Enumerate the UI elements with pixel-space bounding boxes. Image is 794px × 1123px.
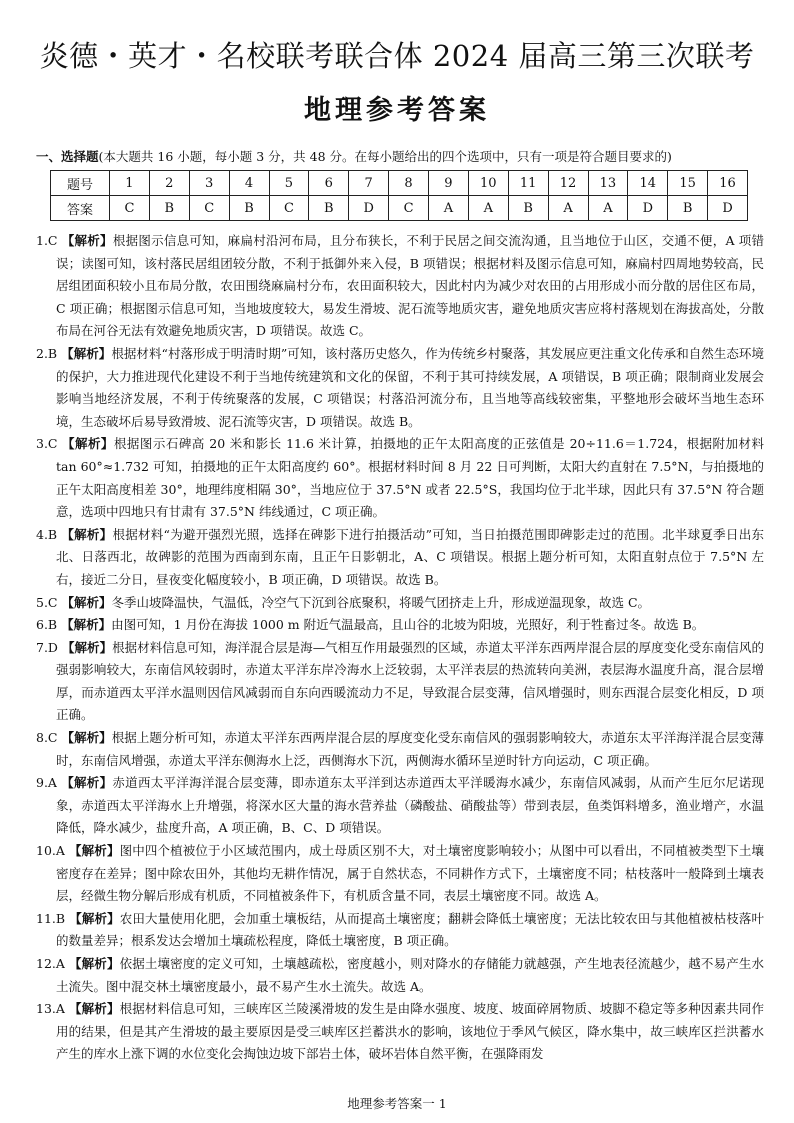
section-instruction: (本大题共 16 小题，每小题 3 分，共 48 分。在每小题给出的四个选项中，只有一项是符合题目要求的) — [98, 149, 672, 164]
answer-table — [50, 170, 748, 221]
explanation-item — [36, 614, 764, 637]
explanation-list — [36, 230, 764, 1066]
answer-cell: D — [628, 196, 668, 221]
explanation-item — [36, 772, 764, 840]
page-footer: 地理参考答案一 1 — [347, 1096, 447, 1111]
answer-cell: B — [508, 196, 548, 221]
answer-cell: A — [548, 196, 588, 221]
explanation-tag: 【解析】 — [61, 617, 112, 633]
answer-cell: D — [349, 196, 389, 221]
answer-table-answer-row — [51, 196, 748, 221]
answer-cell: C — [389, 196, 429, 221]
section-label: 一、选择题 — [36, 149, 99, 164]
explanation-tag: 【解析】 — [69, 910, 120, 926]
answer-cell: A — [588, 196, 628, 221]
question-number: 8 — [389, 171, 429, 196]
answer-cell: B — [229, 196, 269, 221]
explanation-tag: 【解析】 — [61, 730, 112, 746]
question-number: 7 — [349, 171, 389, 196]
explanation-tag: 【解析】 — [61, 233, 113, 248]
explanation-tag: 【解析】 — [61, 345, 112, 361]
explanation-item — [36, 727, 764, 772]
answer-cell: D — [708, 196, 748, 221]
question-number: 16 — [708, 171, 748, 196]
explanation-item — [36, 433, 764, 523]
answer-cell: C — [189, 196, 229, 221]
explanation-tag: 【解析】 — [61, 775, 113, 791]
explanation-item — [36, 524, 764, 592]
answer-cell: C — [110, 196, 150, 221]
question-number: 3 — [189, 171, 229, 196]
explanation-tag: 【解析】 — [61, 594, 112, 610]
explanation-item — [36, 343, 764, 433]
question-number: 1 — [110, 171, 150, 196]
page-subtitle: 地理参考答案 — [304, 95, 490, 126]
item-text: 赤道西太平洋海洋混合层变薄，即赤道东太平洋到达赤道西太平洋暖海水减少，东南信风减弱，从而产生厄尔尼诺现象，赤道西太平洋海水上升增强，将深水区大量的海水营养盐（磷酸盐、硝酸盐等）带到表层，鱼类饵料增多，渔业增产，水温降低，降水减少，盐度升高，A 项正确，B、C、D 项错误。 — [56, 775, 764, 836]
explanation-item — [36, 230, 764, 343]
item-text: 根据材料信息可知，海洋混合层是海—气相互作用最强烈的区域，赤道太平洋东西两岸混合层的厚度变化受东南信风的强弱影响较大，东南信风较弱时，赤道太平洋东岸冷海水上泛较弱，太平洋表层的热流转向美洲，表层海水温度升高，混合层增厚，而赤道西太平洋水温则因信风减弱而自东向西暖流动力不足，导致混合层变薄，信风增强时，则东西混合层变化相反，D 项正确。 — [56, 639, 764, 723]
explanation-tag: 【解析】 — [61, 639, 113, 655]
item-number: 12.A — [36, 956, 65, 971]
item-number: 6.B — [36, 617, 58, 633]
explanation-tag: 【解析】 — [69, 956, 120, 971]
item-number: 11.B — [36, 910, 66, 926]
question-number: 4 — [229, 171, 269, 196]
explanation-item — [36, 998, 764, 1066]
item-number: 9.A — [36, 775, 57, 791]
item-number: 7.D — [36, 639, 58, 655]
question-number: 15 — [668, 171, 708, 196]
item-number: 13.A — [36, 1001, 65, 1017]
explanation-tag: 【解析】 — [69, 843, 120, 859]
explanation-item — [36, 637, 764, 727]
question-number: 6 — [309, 171, 349, 196]
explanation-item — [36, 953, 764, 998]
question-number: 11 — [508, 171, 548, 196]
item-text: 根据材料“为避开强烈光照，选择在碑影下进行拍摄活动”可知，当日拍摄范围即碑影走过的范围。北半球夏季日出东北、日落西北，故碑影的范围为西南到东南，且正午日影朝北，A、C 项错误。根据上题分析可知，太阳直射点位于 7.5°N 左右，接近二分日，昼夜变化幅度较小，B 项正确，D 项错误。故选 B。 — [56, 526, 764, 587]
question-number: 9 — [429, 171, 469, 196]
page-title: 炎德・英才・名校联考联合体 2024 届高三第三次联考 — [39, 39, 755, 73]
answer-cell: C — [269, 196, 309, 221]
item-text: 根据图示石碑高 20 米和影长 11.6 米计算，拍摄地的正午太阳高度的正弦值是 20÷11.6＝1.724，根据附加材料 tan 60°≈1.732 可知，拍摄地的正午太阳高度约 60°。根据材料时间 8 月 22 日可判断，太阳大约直射在 7.5°N，与拍摄地的正午太阳高度相差 30°，地理纬度相隔 30°，当地应位于 37.5°N 或者 22.5°S，我国均位于北半球，因此只有 37.5°N 符合题意，选项中四地只有甘肃有 37.5°N 纬线通过，C 项正确。 — [56, 436, 764, 520]
item-text: 依据土壤密度的定义可知，土壤越疏松，密度越小，则对降水的存储能力就越强，产生地表径流越少，越不易产生水土流失。图中混交林土壤密度最小，最不易产生水土流失。故选 A。 — [56, 956, 764, 994]
explanation-item — [36, 592, 764, 615]
answer-cell: B — [668, 196, 708, 221]
answer-cell: A — [429, 196, 469, 221]
item-number: 3.C — [36, 436, 58, 452]
row-label-answer: 答案 — [51, 196, 110, 221]
item-text: 由图可知，1 月份在海拔 1000 m 附近气温最高，且山谷的北坡为阳坡，光照好，利于牲畜过冬。故选 B。 — [111, 617, 705, 633]
item-number: 10.A — [36, 843, 65, 859]
question-number: 13 — [588, 171, 628, 196]
section-heading — [36, 147, 766, 165]
item-number: 5.C — [36, 594, 58, 610]
item-text: 图中四个植被位于小区域范围内，成土母质区别不大，对土壤密度影响较小；从图中可以看出，不同植被类型下土壤密度存在差异；图中除农田外，其他均无耕作情况，属于自然状态，不同耕作方式下，土壤密度不同；枯枝落叶一般降到土壤表层，经微生物分解后形成有机质，不同植被条件下，有机质含量不同，表层土壤密度不同。故选 A。 — [56, 843, 764, 904]
item-text: 冬季山坡降温快，气温低，冷空气下沉到谷底聚积，将暖气团挤走上升，形成逆温现象，故选 C。 — [111, 594, 651, 610]
item-text: 农田大量使用化肥，会加重土壤板结，从而提高土壤密度；翻耕会降低土壤密度；无法比较农田与其他植被枯枝落叶的数量差异；根系发达会增加土壤疏松程度，降低土壤密度，B 项正确。 — [56, 910, 764, 949]
answer-cell: B — [149, 196, 189, 221]
item-text: 根据上题分析可知，赤道太平洋东西两岸混合层的厚度变化受东南信风的强弱影响较大，赤道东太平洋海洋混合层变薄时，东南信风增强，赤道太平洋东侧海水上泛，西侧海水下沉，两侧海水循环呈逆时针方向运动，C 项正确。 — [56, 730, 764, 768]
row-label-number: 题号 — [51, 171, 110, 196]
question-number: 12 — [548, 171, 588, 196]
question-number: 2 — [149, 171, 189, 196]
explanation-tag: 【解析】 — [61, 436, 114, 452]
answer-cell: A — [468, 196, 508, 221]
answer-table-number-row — [51, 171, 748, 196]
explanation-item — [36, 840, 764, 908]
item-text: 根据材料信息可知，三峡库区兰陵溪滑坡的发生是由降水强度、坡度、坡面碎屑物质、坡脚不稳定等多种因素共同作用的结果，但是其产生滑坡的最主要原因是受三峡库区拦蓄洪水的影响，该地位于季风气候区，降水集中，故三峡库区拦洪蓄水产生的库水上涨下调的水位变化会掏蚀边坡下部岩土体，破坏岩体自然平衡，在强降雨发 — [56, 1001, 764, 1062]
question-number: 5 — [269, 171, 309, 196]
item-text: 根据材料“村落形成于明清时期”可知，该村落历史悠久，作为传统乡村聚落，其发展应更注重文化传承和自然生态环境的保护，大力推进现代化建设不利于当地传统建筑和文化的保留，不利于其可持续发展，A 项错误，B 项正确；限制商业发展会影响当地经济发展，不利于传统聚落的发展，C 项错误；村落沿河流分布，且当地等高线较密集，平整地形会破坏当地生态环境，生态破坏后易导致滑坡、泥石流等灾害，D 项错误。故选 B。 — [56, 345, 764, 429]
question-number: 14 — [628, 171, 668, 196]
item-number: 4.B — [36, 526, 58, 542]
item-number: 1.C — [36, 233, 58, 248]
explanation-item — [36, 908, 764, 953]
answer-cell: B — [309, 196, 349, 221]
explanation-tag: 【解析】 — [61, 526, 113, 542]
explanation-tag: 【解析】 — [69, 1001, 120, 1017]
question-number: 10 — [468, 171, 508, 196]
item-number: 2.B — [36, 345, 58, 361]
item-text: 根据图示信息可知，麻扁村沿河布局，且分布狭长，不利于民居之间交流沟通，且当地位于山区，交通不便，A 项错误；读图可知，该村落民居组团较分散，不利于抵御外来入侵，B 项错误；根据材料及图示信息可知，麻扁村四周地势较高，民居组团面积较小且布局分散，农田围绕麻扁村分布，农田面积较大，因此村内为减少对农田的占用形成小而分散的居住区布局，C 项正确；根据图示信息可知，当地坡度较大，易发生滑坡、泥石流等地质灾害，避免地质灾害应将村落规划在海拔高处，分散布局在河谷无法有效避免地质灾害，D 项错误。故选 C。 — [56, 233, 764, 339]
item-number: 8.C — [36, 730, 58, 746]
